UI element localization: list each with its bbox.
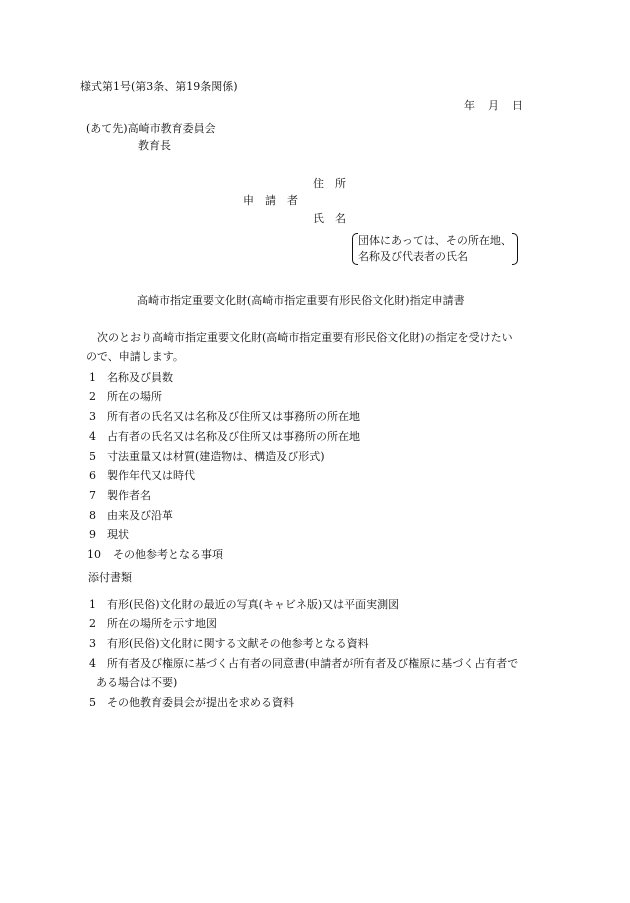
item-text: 由来及び沿革 [107, 509, 173, 522]
item-text: 製作者名 [107, 489, 151, 502]
item-number: 7 [89, 489, 96, 502]
item-text: 有形(民俗)文化財に関する文献その他参考となる資料 [107, 637, 369, 650]
item-number: 2 [89, 617, 96, 630]
item-text: 寸法重量又は材質(建造物は、構造及び形式) [107, 450, 325, 463]
date-month-label: 月 [488, 99, 499, 112]
address-label: 住 所 [313, 177, 346, 190]
right-bracket [512, 233, 518, 265]
date-day-label: 日 [512, 99, 523, 112]
item-number: 1 [89, 371, 96, 384]
item-number: 5 [89, 450, 96, 463]
applicant-label: 申 請 者 [243, 194, 298, 207]
item-number: 2 [89, 390, 96, 403]
item-text: 所在の場所を示す地図 [107, 617, 217, 630]
organization-note-line1: 団体にあっては、その所在地、 [358, 234, 512, 247]
item-text: 所在の場所 [107, 390, 162, 403]
addressee-title: 教育長 [138, 139, 171, 152]
item-text-continuation: ある場合は不要) [96, 676, 178, 689]
intro-line1: 次のとおり高崎市指定重要文化財(高崎市指定重要有形民俗文化財)の指定を受けたい [97, 331, 513, 344]
item-number: 9 [89, 528, 96, 541]
addressee: (あて先)高崎市教育委員会 [86, 122, 216, 135]
intro-line2: ので、申請します。 [86, 350, 184, 363]
organization-note [352, 232, 518, 264]
item-text: 所有者の氏名又は名称及び住所又は事務所の所在地 [107, 410, 360, 423]
item-text: 有形(民俗)文化財の最近の写真(キャビネ版)又は平面実測図 [107, 598, 400, 611]
item-text: 名称及び員数 [107, 371, 173, 384]
date-year-label: 年 [464, 99, 475, 112]
item-text: 所有者及び権原に基づく占有者の同意書(申請者が所有者及び権原に基づく占有者で [107, 657, 519, 670]
organization-note-line2: 名称及び代表者の氏名 [358, 250, 468, 263]
attachments-heading: 添付書類 [88, 571, 132, 584]
item-number: 8 [89, 509, 96, 522]
item-number: 6 [89, 469, 96, 482]
document-title: 高崎市指定重要文化財(高崎市指定重要有形民俗文化財)指定申請書 [137, 294, 465, 307]
item-number: 1 [89, 598, 96, 611]
item-number: 3 [89, 410, 96, 423]
item-text: 現状 [107, 528, 129, 541]
item-number: 3 [89, 637, 96, 650]
item-number: 10 [87, 548, 101, 561]
item-text: その他参考となる事項 [113, 548, 223, 561]
item-number: 4 [89, 657, 96, 670]
name-label: 氏 名 [313, 212, 346, 225]
item-number: 4 [89, 430, 96, 443]
item-text: その他教育委員会が提出を求める資料 [107, 696, 294, 709]
item-text: 占有者の氏名又は名称及び住所又は事務所の所在地 [107, 430, 360, 443]
item-number: 5 [89, 696, 96, 709]
form-number: 様式第1号(第3条、第19条関係) [80, 80, 238, 93]
item-text: 製作年代又は時代 [107, 469, 195, 482]
